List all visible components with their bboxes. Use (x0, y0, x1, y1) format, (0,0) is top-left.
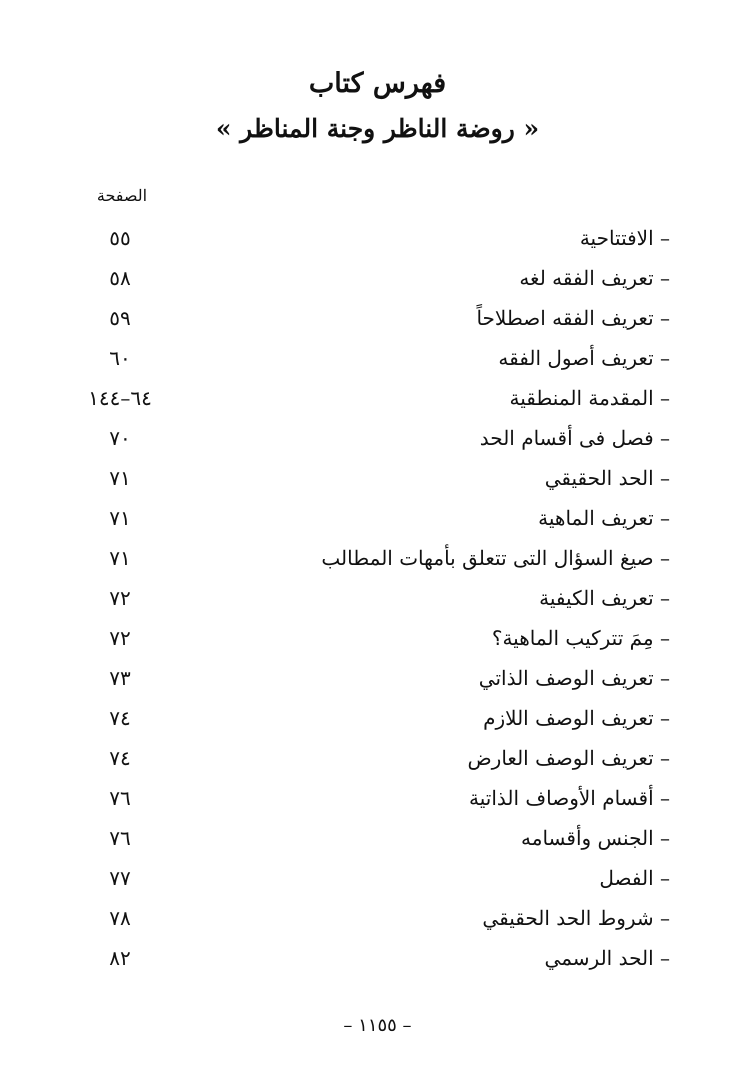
toc-entry-page: ٥٨ (109, 266, 131, 290)
toc-row (70, 862, 670, 902)
toc-entry-page: ٧٤ (109, 746, 131, 770)
toc-entry-title: – تعريف الماهية (538, 506, 670, 530)
toc-entry-title: – أقسام الأوصاف الذاتية (469, 786, 670, 810)
toc-entry-title: – الحد الحقيقي (544, 466, 670, 490)
toc-entry-page: ٧٠ (109, 426, 131, 450)
toc-row (70, 462, 670, 502)
toc-entry-page: ٧٦ (109, 786, 131, 810)
toc-row (70, 702, 670, 742)
toc-row (70, 742, 670, 782)
toc-row (70, 342, 670, 382)
toc-row (70, 902, 670, 942)
toc-entry-title: – تعريف الوصف اللازم (483, 706, 670, 730)
toc-entry-title: – تعريف الكيفية (539, 586, 670, 610)
toc-row (70, 222, 670, 262)
toc-entry-page: ٥٥ (109, 226, 131, 250)
toc-entry-title: – تعريف الفقه اصطلاحاً (476, 306, 670, 330)
toc-entry-title: – الجنس وأقسامه (521, 826, 670, 850)
page-column-header: الصفحة (96, 186, 148, 205)
toc-entry-title: – مِمَ تتركيب الماهية؟ (491, 626, 670, 650)
toc-entry-page: ٧٢ (109, 626, 131, 650)
page-number: – ١١٥٥ – (343, 1015, 412, 1036)
toc-entry-title: – الافتتاحية (579, 226, 670, 250)
toc-row (70, 622, 670, 662)
toc-entry-title: – تعريف الوصف الذاتي (478, 666, 670, 690)
toc-entry-title: – تعريف الوصف العارض (467, 746, 670, 770)
toc-row (70, 942, 670, 982)
index-title: فهرس كتاب (308, 68, 447, 99)
toc-entry-page: ٥٩ (109, 306, 131, 330)
toc-row (70, 662, 670, 702)
toc-entry-title: – تعريف الفقه لغه (519, 266, 670, 290)
toc-row (70, 782, 670, 822)
toc-entry-page: ٧٣ (109, 666, 131, 690)
toc-row (70, 302, 670, 342)
toc-entry-title: – تعريف أصول الفقه (498, 346, 670, 370)
toc-entry-title: – فصل فى أقسام الحد (479, 426, 670, 450)
toc-entry-page: ٧٢ (109, 586, 131, 610)
toc-entry-page: ٧٨ (109, 906, 131, 930)
toc-row (70, 502, 670, 542)
toc-entry-page: ٧١ (109, 466, 131, 490)
toc-row (70, 262, 670, 302)
toc-entry-title: – شروط الحد الحقيقي (482, 906, 670, 930)
toc-row (70, 822, 670, 862)
toc-entry-page: ٦٠ (109, 346, 131, 370)
toc-entry-page: ٧٧ (109, 866, 131, 890)
toc-row (70, 422, 670, 462)
toc-entry-page: ٨٢ (109, 946, 131, 970)
toc-entry-page: ٧١ (109, 546, 131, 570)
toc-entry-title: – الفصل (599, 866, 670, 890)
toc-entry-title: – الحد الرسمي (544, 946, 670, 970)
toc-entry-page: ٧٤ (109, 706, 131, 730)
toc-row (70, 542, 670, 582)
book-title: « روضة الناظر وجنة المناظر » (215, 114, 540, 143)
toc-list (70, 222, 670, 982)
toc-row (70, 582, 670, 622)
toc-row (70, 382, 670, 422)
toc-entry-page: ٧١ (109, 506, 131, 530)
toc-entry-title: – المقدمة المنطقية (509, 386, 670, 410)
toc-entry-page: ٦٤–١٤٤ (88, 386, 152, 410)
toc-entry-title: – صيغ السؤال التى تتعلق بأمهات المطالب (321, 546, 670, 570)
toc-entry-page: ٧٦ (109, 826, 131, 850)
